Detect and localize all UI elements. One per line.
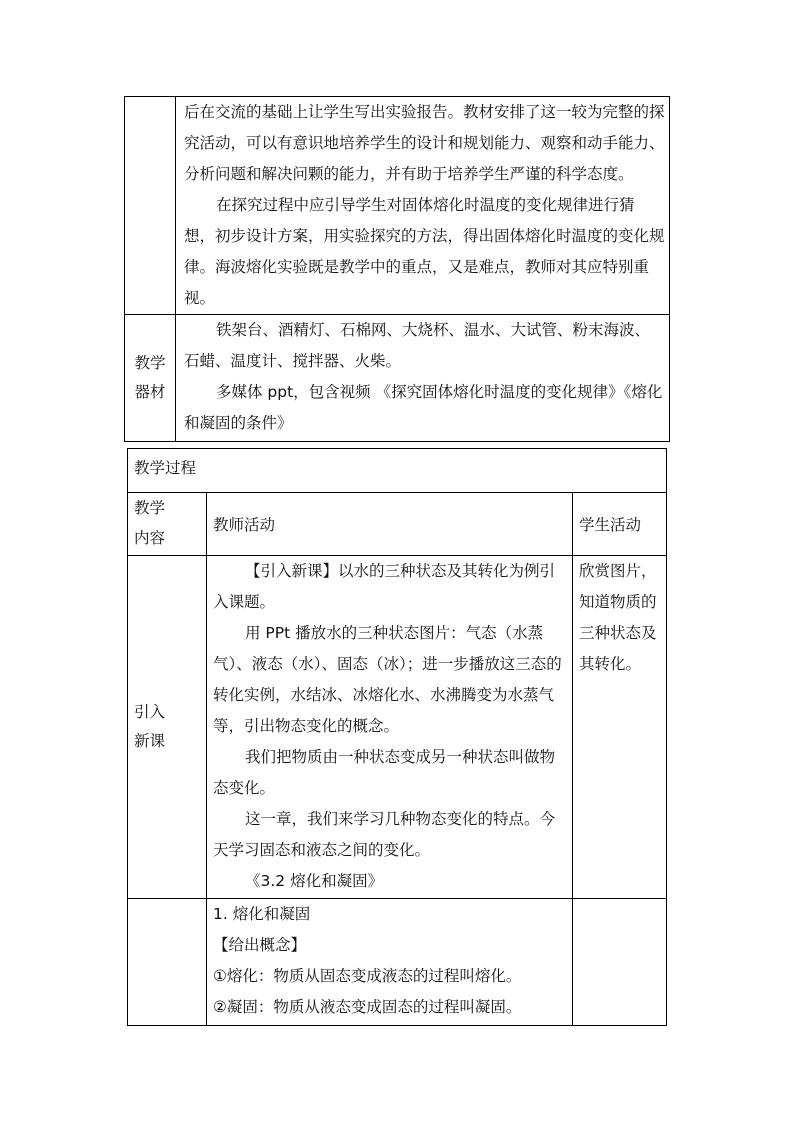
table-title: 教学过程 [128, 449, 667, 493]
table-row [125, 315, 670, 442]
equipment-cell [176, 315, 670, 442]
table-row [128, 556, 667, 899]
label-line: 教学 [134, 354, 166, 372]
intro-label [128, 556, 207, 899]
concept-solidifying: ②凝固：物质从液态变成固态的过程叫凝固。 [213, 998, 522, 1016]
table-header-row [128, 493, 667, 556]
table-row [128, 449, 667, 493]
teaching-notes-table [124, 96, 670, 442]
empty-label-cell [128, 899, 207, 1026]
teacher-activity-cell [207, 556, 573, 899]
equipment-label [125, 315, 176, 442]
table-row [128, 899, 667, 1026]
activity-paragraph: 这一章，我们来学习几种物态变化的特点。今天学习固态和液态之间的变化。 [213, 810, 556, 859]
label-line: 新课 [134, 732, 166, 750]
activity-paragraph: 我们把物质由一种状态变成另一种状态叫做物态变化。 [213, 748, 556, 797]
concept-melting: ①熔化：物质从固态变成液态的过程叫熔化。 [213, 967, 522, 985]
label-line: 器材 [134, 383, 166, 401]
concept-heading: 【给出概念】 [213, 936, 307, 954]
analysis-paragraph: 后在交流的基础上让学生写出实验报告。教材安排了这一较为完整的探究活动，可以有意识地培养学生的设计和规划能力、观察和动手能力、分析问题和解决问颗的能力，并有助于培养学生严谨的科学态度。 [184, 103, 665, 183]
analysis-paragraph: 在探究过程中应引导学生对固体熔化时温度的变化规律进行猜想，初步设计方案，用实验探究的方法，得出固体熔化时温度的变化规律。海波熔化实验既是教学中的重点，又是难点，教师对其应特别重视。 [184, 196, 665, 307]
student-activity-cell [573, 556, 667, 899]
table-row [125, 97, 670, 315]
header-student: 学生活动 [573, 493, 667, 556]
equipment-paragraph: 铁架台、酒精灯、石棉网、大烧杯、温水、大试管、粉末海波、石蜡、温度计、搅拌器、火柴。 [184, 321, 651, 370]
teaching-process-table [127, 448, 667, 1026]
label-line: 引入 [134, 703, 166, 721]
section-heading: 1. 熔化和凝固 [213, 905, 311, 923]
activity-paragraph: 【引入新课】以水的三种状态及其转化为例引入课题。 [213, 562, 556, 611]
header-line: 内容 [134, 529, 166, 547]
header-teacher: 教师活动 [207, 493, 573, 556]
analysis-cell [176, 97, 670, 315]
teacher-activity-cell [207, 899, 573, 1026]
header-line: 教学 [134, 499, 166, 517]
student-activity-cell [573, 899, 667, 1026]
lesson-title: 《3.2 熔化和凝固》 [245, 872, 384, 890]
header-content [128, 493, 207, 556]
student-activity: 欣赏图片，知道物质的三种状态及其转化。 [579, 562, 657, 673]
media-paragraph: 多媒体 ppt，包含视频 《探究固体熔化时温度的变化规律》《熔化和凝固的条件》 [184, 383, 663, 432]
activity-paragraph: 用 PPt 播放水的三种状态图片：气态（水蒸气）、液态（水）、固态（冰）；进一步播放这三态的转化实例，水结冰、冰熔化水、水沸腾变为水蒸气等，引出物态变化的概念。 [213, 624, 562, 735]
empty-label-cell [125, 97, 176, 315]
